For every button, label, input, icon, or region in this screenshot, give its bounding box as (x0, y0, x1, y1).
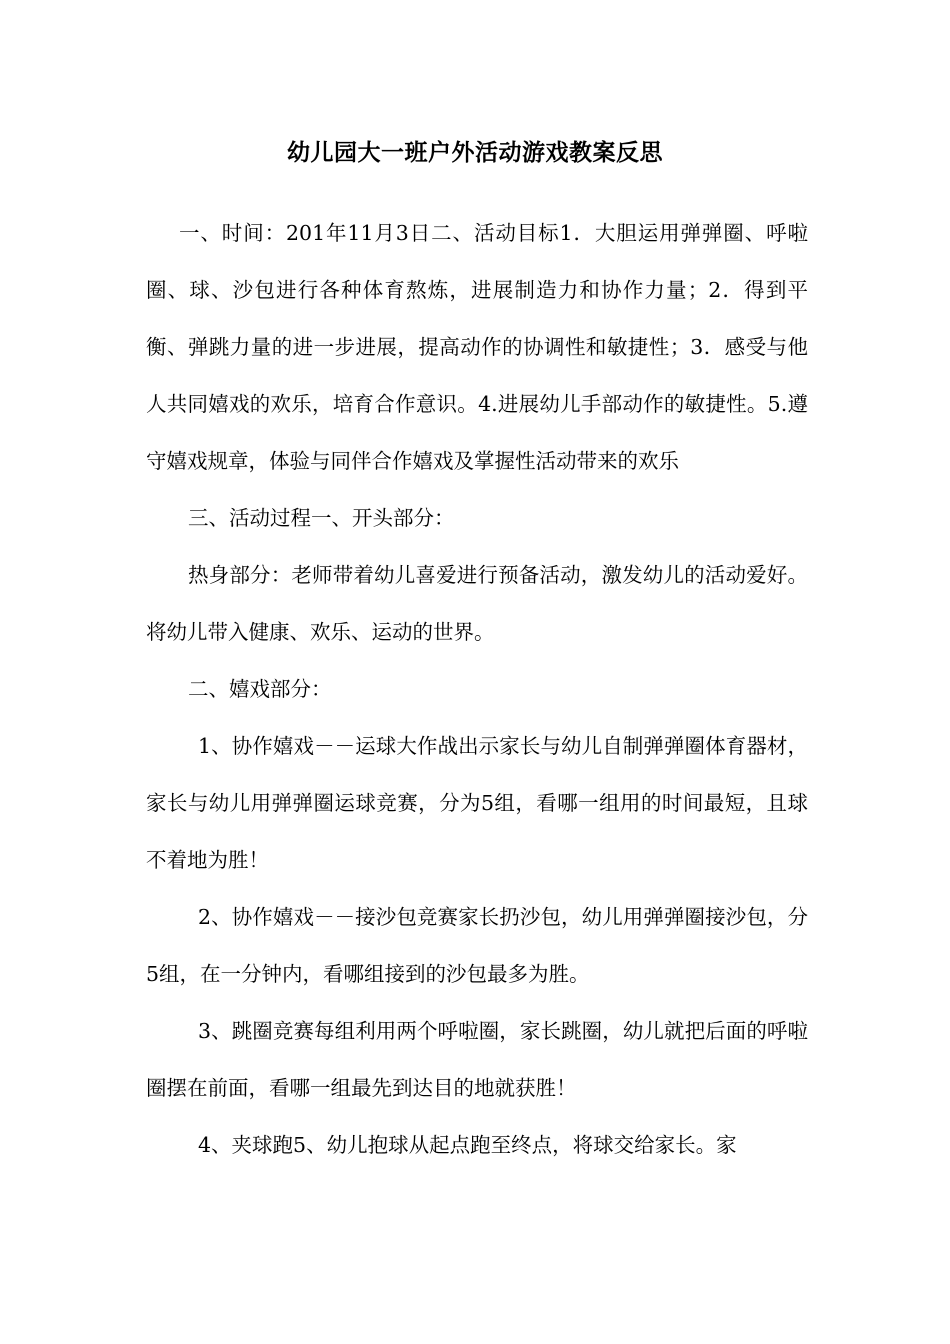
paragraph-activity-process: 三、活动过程一、开头部分： (188, 506, 455, 530)
paragraph-warmup: 热身部分：老师带着幼儿喜爱进行预备活动，激发幼儿的活动爱好。将幼儿带入健康、欢乐、运动的世界。 (146, 563, 808, 644)
paragraph-game-4: 4、夹球跑5、幼儿抱球从起点跑至终点，将球交给家长。家 (198, 1133, 737, 1157)
document-body (146, 205, 808, 1174)
paragraph-game-3: 3、跳圈竞赛每组利用两个呼啦圈，家长跳圈，幼儿就把后面的呼啦圈摆在前面，看哪一组最先到达目的地就获胜！ (146, 1019, 808, 1100)
paragraph-game-1: 1、协作嬉戏－－运球大作战出示家长与幼儿自制弹弹圈体育器材，家长与幼儿用弹弹圈运球竞赛，分为5组，看哪一组用的时间最短，且球不着地为胜！ (146, 734, 808, 872)
paragraph-game-2: 2、协作嬉戏－－接沙包竞赛家长扔沙包，幼儿用弹弹圈接沙包，分5组，在一分钟内，看哪组接到的沙包最多为胜。 (146, 905, 808, 986)
document-title: 幼儿园大一班户外活动游戏教案反思 (287, 139, 663, 166)
paragraph-game-section: 二、嬉戏部分： (188, 677, 332, 701)
paragraph-time-and-goals: 一、时间：201年11月3日二、活动目标1．大胆运用弹弹圈、呼啦圈、球、沙包进行各种体育熬炼，进展制造力和协作力量；2．得到平衡、弹跳力量的进一步进展，提高动作的协调性和敏捷性；3．感受与他人共同嬉戏的欢乐，培育合作意识。4.进展幼儿手部动作的敏捷性。5.遵守嬉戏规章，体验与同伴合作嬉戏及掌握性活动带来的欢乐 (146, 221, 808, 473)
